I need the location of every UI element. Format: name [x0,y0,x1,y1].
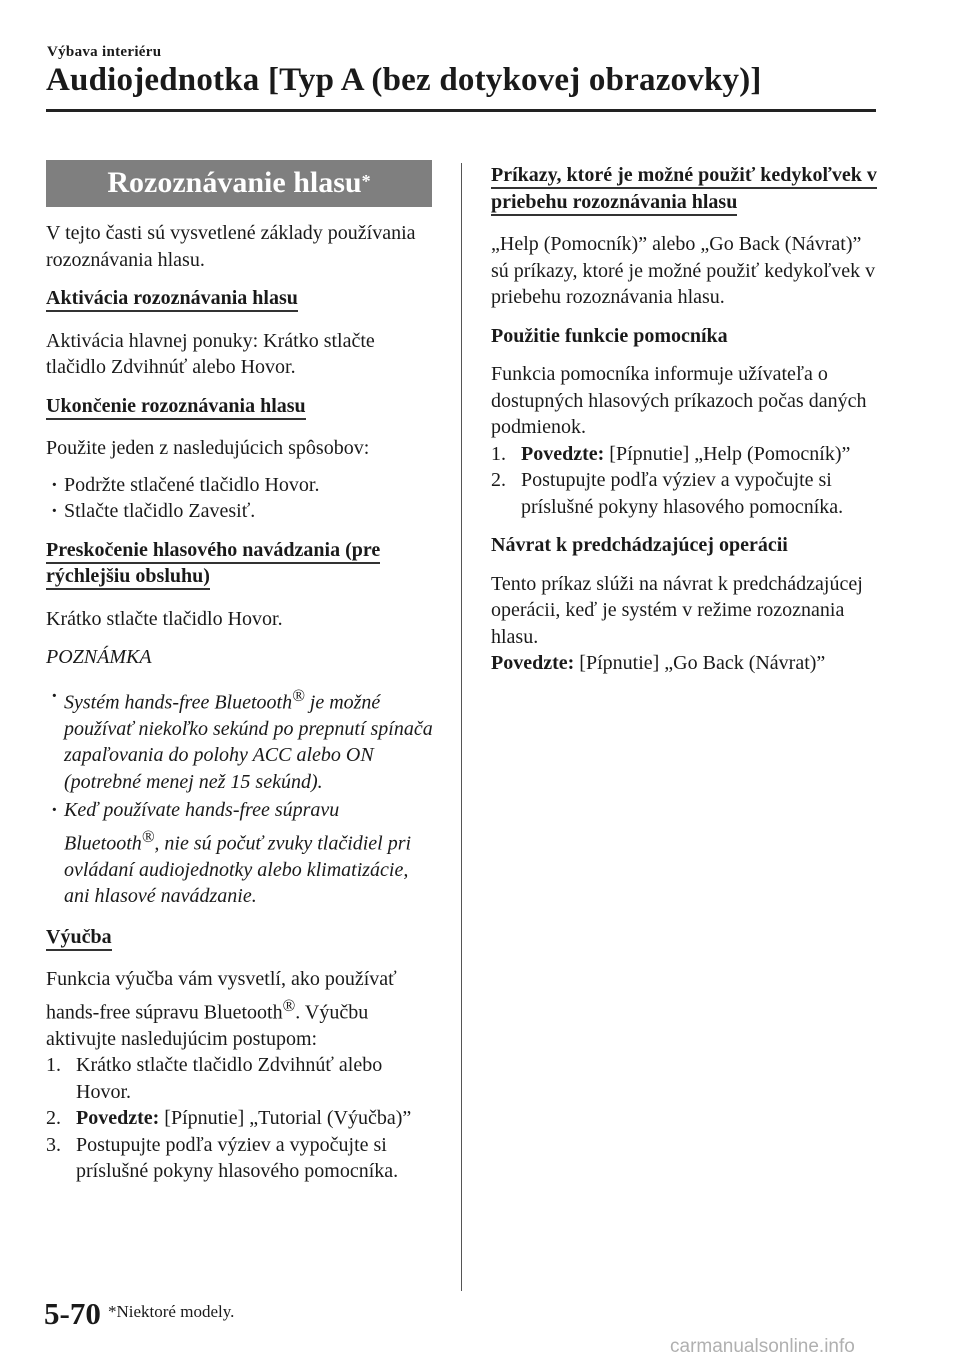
note-list [46,683,434,910]
section-banner-title: Rozoznávanie hlasu [107,166,362,200]
page-number: 5-70 [44,1296,101,1331]
registered-mark: ® [292,685,305,705]
anytime-heading: Príkazy, ktoré je možné použiť kedykoľvek v priebehu rozoznávania hlasu [491,164,877,216]
step-number: 3. [46,1133,61,1156]
note-item [46,683,434,796]
title-rule [46,109,876,112]
skip-text: Krátko stlačte tlačidlo Hovor. [46,607,283,630]
tutorial-heading: Výučba [46,926,112,951]
list-item: · Podržte stlačené tlačidlo Hovor. [46,472,434,499]
skip-heading: Preskočenie hlasového navádzania (pre rýchlejšiu obsluhu) [46,539,380,591]
step-text: Postupujte podľa výziev a vypočujte si príslušné pokyny hlasového pomocníka. [76,1133,399,1183]
step-text: Postupujte podľa výziev a vypočujte si príslušné pokyny hlasového pomocníka. [521,469,844,518]
breadcrumb: Výbava interiéru [47,44,162,60]
optional-equipment-mark: * [361,171,371,192]
step-number: 2. [491,469,506,491]
end-text: Použite jeden z nasledujúcich spôsobov: [46,437,370,459]
activation-text: Aktivácia hlavnej ponuky: Krátko stlačte tlačidlo Zdvihnúť alebo Hovor. [46,329,375,378]
tutorial-text-part: . Výučbu aktivujte nasledujúcim postupom: [46,1001,369,1050]
helper-steps [491,441,881,521]
step-text: [Pípnutie] „Tutorial (Výučba)” [159,1107,412,1130]
note-text: Keď používate hands-free súpravu Bluetooth [64,799,340,855]
note-title: POZNÁMKA [46,646,152,668]
command-text: [Pípnutie] „Go Back (Návrat)” [574,652,826,674]
page-title: Audiojednotka [Typ A (bez dotykovej obrazovky)] [46,62,762,98]
section-banner [46,160,432,207]
step-item [46,1052,434,1105]
back-command [491,650,881,677]
helper-text: Funkcia pomocníka informuje užívateľa o dostupných hlasových príkazoch počas daných podmienok. [491,363,867,438]
step-label: Povedzte: [76,1107,160,1130]
tutorial-steps [46,1052,434,1185]
anytime-text: „Help (Pomocník)” alebo „Go Back (Návrat)” sú príkazy, ktoré je možné použiť kedykoľvek v priebehu rozoznávania hlasu. [491,233,876,308]
step-text: Krátko stlačte tlačidlo Zdvihnúť alebo Hovor. [76,1054,383,1103]
note-text: , nie sú počuť zvuky tlačidiel pri ovládaní audiojednotky alebo klimatizácie, ani hlasové navádzanie. [64,832,412,908]
step-item [46,1132,434,1185]
step-number: 2. [46,1107,61,1130]
footnote: *Niektoré modely. [108,1302,235,1321]
back-heading: Návrat k predchádzajúcej operácii [491,534,788,556]
step-item [46,1105,434,1132]
column-divider [461,163,462,1291]
step-item [491,467,881,520]
step-number: 1. [491,442,506,465]
tutorial-text [46,966,434,1052]
back-text: Tento príkaz slúži na návrat k predchádzajúcej operácii, keď je systém v režime rozoznania hlasu. [491,572,863,648]
note-item [46,797,434,910]
activation-heading: Aktivácia rozoznávania hlasu [46,287,298,312]
intro-text: V tejto časti sú vysvetlené základy používania rozoznávania hlasu. [46,222,416,271]
list-item: · Stlačte tlačidlo Zavesiť. [46,498,434,525]
watermark: carmanualsonline.info [670,1336,855,1357]
step-item [491,441,881,468]
step-text: [Pípnutie] „Help (Pomocník)” [604,442,851,465]
helper-heading: Použitie funkcie pomocníka [491,324,728,347]
tutorial-text-part: Funkcia výučba vám vysvetlí, ako používať hands-free súpravu Bluetooth [46,968,397,1024]
registered-mark: ® [282,995,296,1015]
note-text: je možné používať niekoľko sekúnd po prepnutí spínača zapaľovania do polohy ACC alebo ON (potrebné menej než 15 sekúnd). [64,691,433,793]
end-methods-list [46,472,434,525]
registered-mark: ® [141,826,155,846]
step-label: Povedzte: [521,442,605,465]
left-column [46,160,434,1197]
step-number: 1. [46,1054,61,1077]
command-label: Povedzte: [491,652,575,674]
end-heading: Ukončenie rozoznávania hlasu [46,395,306,420]
right-column [491,160,881,689]
note-text: Systém hands-free Bluetooth [64,691,293,714]
